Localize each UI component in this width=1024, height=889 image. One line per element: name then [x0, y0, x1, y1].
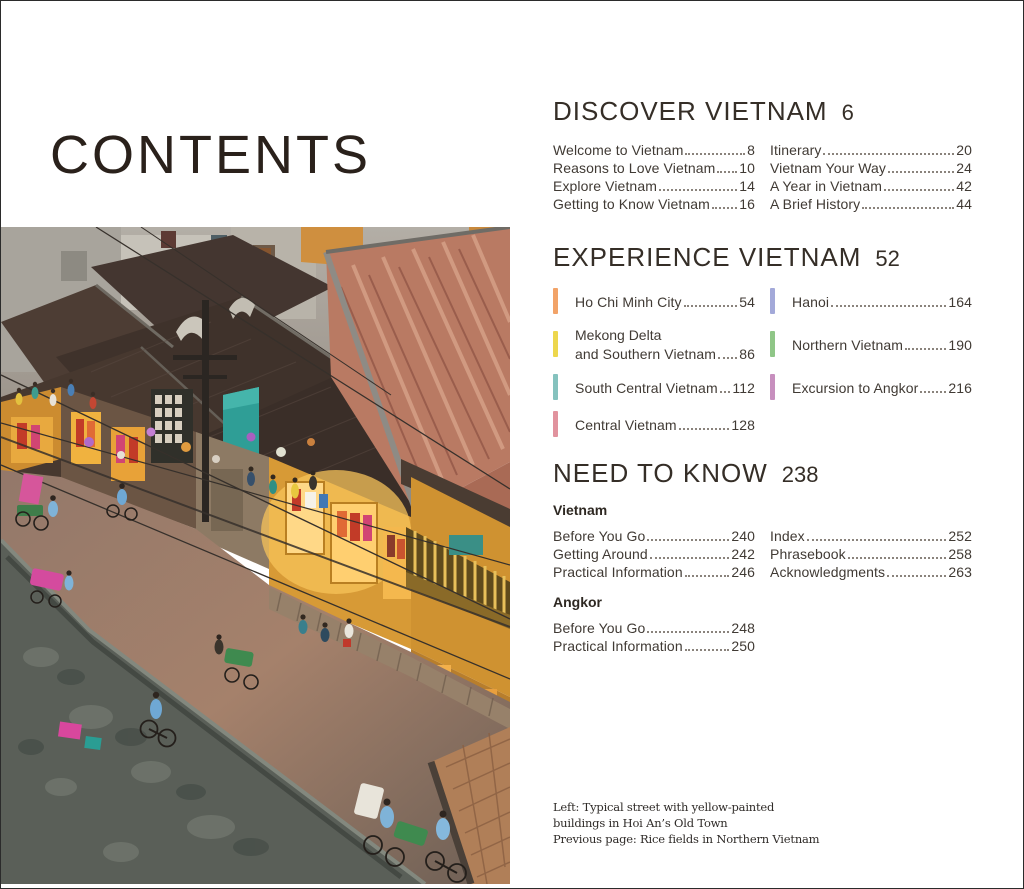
discover-col2: [770, 140, 972, 212]
toc-entry: [770, 140, 972, 158]
entry-page: 250: [731, 638, 755, 654]
dot-leader: [823, 153, 954, 155]
toc-entry: [553, 176, 755, 194]
dot-leader: [712, 207, 737, 209]
toc-entry: [770, 158, 972, 176]
dot-leader: [717, 171, 737, 173]
experience-entry: [770, 374, 972, 400]
caption-line: Left: Typical street with yellow-painted: [553, 800, 775, 814]
entry-page: 258: [948, 546, 972, 562]
toc-entry: [553, 526, 755, 544]
entry-label: Before You Go: [553, 620, 646, 636]
toc-entry: [553, 544, 755, 562]
experience-col2: [770, 288, 972, 448]
entry-page: 263: [948, 564, 972, 580]
hoi-an-street-illustration: [1, 227, 510, 884]
toc-entry: [553, 194, 755, 212]
section-color-bar: [553, 331, 558, 357]
section-page-number: 238: [781, 462, 819, 487]
section-title: EXPERIENCE VIETNAM: [553, 242, 862, 272]
entry-label: Acknowledgments: [770, 564, 886, 580]
entry-label: A Year in Vietnam: [770, 178, 882, 194]
entry-label: Explore Vietnam: [553, 178, 657, 194]
discover-col1: [553, 140, 755, 212]
experience-col1: [553, 288, 755, 448]
entry-page: 10: [739, 160, 755, 176]
toc-entry: [770, 562, 972, 580]
entry-page: 86: [739, 345, 755, 362]
entry-label: Getting Around: [553, 546, 648, 562]
entry-page: 14: [739, 178, 755, 194]
entry-page: 164: [948, 294, 972, 310]
entry-page: 216: [948, 380, 972, 396]
section-color-bar: [553, 411, 558, 437]
entry-label: A Brief History: [770, 196, 861, 212]
dot-leader: [659, 189, 737, 191]
entry-label: Central Vietnam: [575, 417, 677, 433]
subsection-angkor: Angkor: [553, 594, 602, 610]
dot-leader: [647, 631, 729, 633]
entry-label: Index: [770, 528, 805, 544]
dot-leader: [685, 153, 745, 155]
entry-page: 248: [731, 620, 755, 636]
entry-page: 128: [731, 417, 755, 433]
section-color-bar: [553, 374, 558, 400]
toc-entry: [553, 562, 755, 580]
entry-page: 16: [739, 196, 755, 212]
need-angkor-col1: [553, 618, 755, 654]
entry-page: 242: [731, 546, 755, 562]
toc-entry: [553, 158, 755, 176]
dot-leader: [720, 391, 731, 393]
entry-page: 252: [948, 528, 972, 544]
entry-label: Practical Information: [553, 638, 683, 654]
entry-label: Hanoi: [792, 294, 830, 310]
subsection-vietnam: Vietnam: [553, 502, 608, 518]
photo-caption: [553, 799, 819, 847]
experience-entry: [553, 288, 755, 314]
entry-label: Practical Information: [553, 564, 683, 580]
dot-leader: [679, 428, 730, 430]
need-angkor-col2-empty: [770, 618, 972, 654]
entry-label: Welcome to Vietnam: [553, 142, 684, 158]
entry-page: 190: [948, 337, 972, 353]
dot-leader: [650, 557, 730, 559]
caption-line: buildings in Hoi An’s Old Town: [553, 816, 728, 830]
toc-entry: [770, 194, 972, 212]
section-experience: [553, 242, 972, 448]
dot-leader: [887, 575, 946, 577]
entry-page: 42: [956, 178, 972, 194]
need-vietnam-col2: [770, 526, 972, 580]
toc-entry: [770, 176, 972, 194]
entry-label: Phrasebook: [770, 546, 846, 562]
need-vietnam-col1: [553, 526, 755, 580]
entry-label: Excursion to Angkor: [792, 380, 919, 396]
experience-entry: [553, 325, 755, 363]
dot-leader: [807, 539, 947, 541]
section-page-number: 52: [875, 246, 900, 271]
dot-leader: [920, 391, 946, 393]
section-heading: [553, 458, 972, 490]
toc-entry: [553, 636, 755, 654]
experience-entry: [770, 288, 972, 314]
dot-leader: [884, 189, 954, 191]
caption-line: Previous page: Rice fields in Northern Vietnam: [553, 832, 820, 846]
entry-label: South Central Vietnam: [575, 380, 718, 396]
entry-page: 112: [732, 380, 755, 396]
section-heading: [553, 96, 972, 128]
entry-label: Ho Chi Minh City: [575, 294, 682, 310]
entry-label: Getting to Know Vietnam: [553, 196, 710, 212]
dot-leader: [647, 539, 729, 541]
section-color-bar: [770, 288, 775, 314]
entry-page: 44: [956, 196, 972, 212]
toc-entry: [553, 140, 755, 158]
entry-label: Vietnam Your Way: [770, 160, 886, 176]
section-color-bar: [553, 288, 558, 314]
experience-entry: [553, 411, 755, 437]
dot-leader: [905, 348, 946, 350]
dot-leader: [718, 357, 737, 359]
entry-page: 8: [747, 142, 755, 158]
entry-label-line1: Mekong Delta: [575, 326, 662, 343]
section-color-bar: [770, 331, 775, 357]
dot-leader: [684, 305, 738, 307]
entry-label: Itinerary: [770, 142, 822, 158]
toc-entry: [770, 544, 972, 562]
entry-page: 240: [731, 528, 755, 544]
dot-leader: [831, 305, 946, 307]
section-color-bar: [770, 374, 775, 400]
dot-leader: [848, 557, 947, 559]
section-need-to-know: [553, 458, 972, 654]
section-discover: [553, 96, 972, 212]
section-heading: [553, 242, 972, 274]
entry-label: Northern Vietnam: [792, 337, 904, 353]
entry-page: 246: [731, 564, 755, 580]
page-title: CONTENTS: [50, 125, 371, 186]
dot-leader: [888, 171, 954, 173]
experience-entry: [553, 374, 755, 400]
entry-label: Reasons to Love Vietnam: [553, 160, 716, 176]
section-title: DISCOVER VIETNAM: [553, 96, 828, 126]
entry-label-line2: and Southern Vietnam: [575, 345, 717, 362]
dot-leader: [685, 575, 730, 577]
hoi-an-street-photo: [1, 227, 510, 884]
experience-entry: [770, 325, 972, 363]
entry-page: 20: [956, 142, 972, 158]
dot-leader: [862, 207, 954, 209]
toc-entry: [553, 618, 755, 636]
entry-page: 54: [739, 294, 755, 310]
section-page-number: 6: [841, 100, 854, 125]
section-title: NEED TO KNOW: [553, 458, 768, 488]
toc-entry: [770, 526, 972, 544]
entry-page: 24: [956, 160, 972, 176]
entry-label: Before You Go: [553, 528, 646, 544]
dot-leader: [685, 649, 730, 651]
